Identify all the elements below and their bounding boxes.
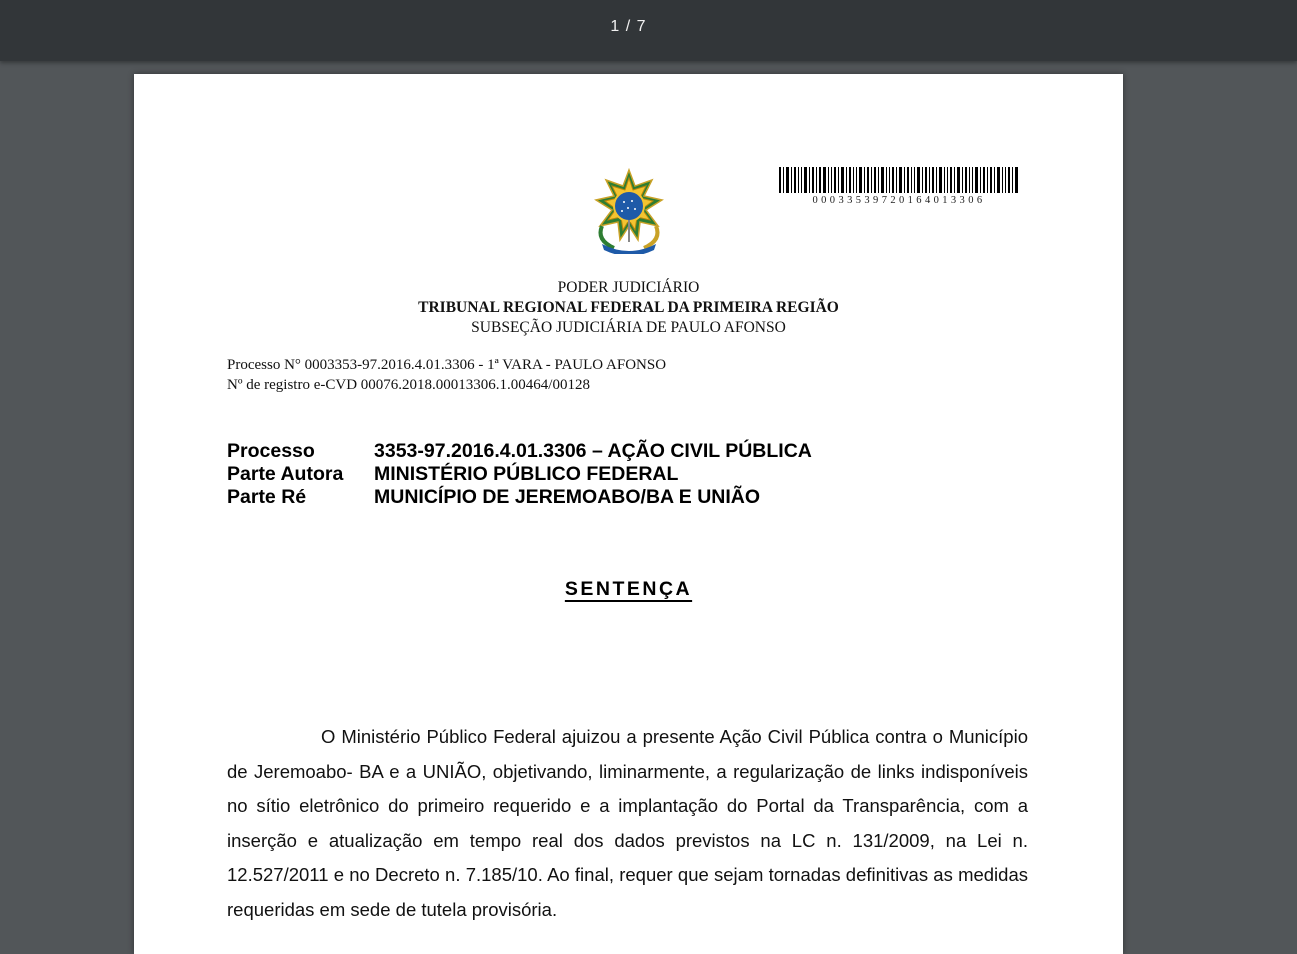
document-page	[134, 74, 1123, 954]
header-line-power: PODER JUDICIÁRIO	[557, 279, 700, 296]
case-fields	[227, 440, 812, 509]
page-counter: 1 / 7	[610, 18, 647, 35]
document-title-text: SENTENÇA	[564, 578, 693, 600]
field-label: Processo	[227, 440, 315, 462]
registry-number-line: Nº de registro e-CVD 00076.2018.00013306.1.00464/00128	[227, 377, 590, 393]
field-value: 3353-97.2016.4.01.3306 – AÇÃO CIVIL PÚBLICA	[374, 440, 812, 462]
process-info	[227, 355, 666, 395]
viewer-toolbar	[0, 0, 1297, 61]
process-number-line: Processo N° 0003353-97.2016.4.01.3306 - 1ª VARA - PAULO AFONSO	[227, 357, 667, 373]
document-header	[134, 278, 1123, 338]
field-row-plaintiff	[227, 463, 812, 486]
field-label: Parte Ré	[227, 486, 307, 508]
barcode-icon	[779, 167, 1019, 193]
header-line-section: SUBSEÇÃO JUDICIÁRIA DE PAULO AFONSO	[471, 319, 786, 336]
header-line-court: TRIBUNAL REGIONAL FEDERAL DA PRIMEIRA REGIÃO	[418, 299, 839, 316]
barcode-number: 00033539720164013306	[812, 195, 986, 206]
document-title	[134, 578, 1123, 601]
field-value: MUNICÍPIO DE JEREMOABO/BA E UNIÃO	[374, 486, 761, 508]
field-row-defendant	[227, 486, 812, 509]
coat-of-arms-icon	[588, 168, 670, 254]
field-value: MINISTÉRIO PÚBLICO FEDERAL	[374, 463, 679, 485]
field-label: Parte Autora	[227, 463, 344, 485]
body-paragraph: O Ministério Público Federal ajuizou a presente Ação Civil Pública contra o Município de Jeremoabo- BA e a UNIÃO, objetivando, liminarmente, a regularização de links indisponíveis no sítio eletrônico do primeiro requerido e a implantação do Portal da Transparência, com a inserção e atualização em tempo real dos dados previstos na LC n. 131/2009, na Lei n. 12.527/2011 e no Decreto n. 7.185/10. Ao final, requer que sejam tornadas definitivas as medidas requeridas em sede de tutela provisória.	[227, 726, 1028, 920]
field-row-process	[227, 440, 812, 463]
